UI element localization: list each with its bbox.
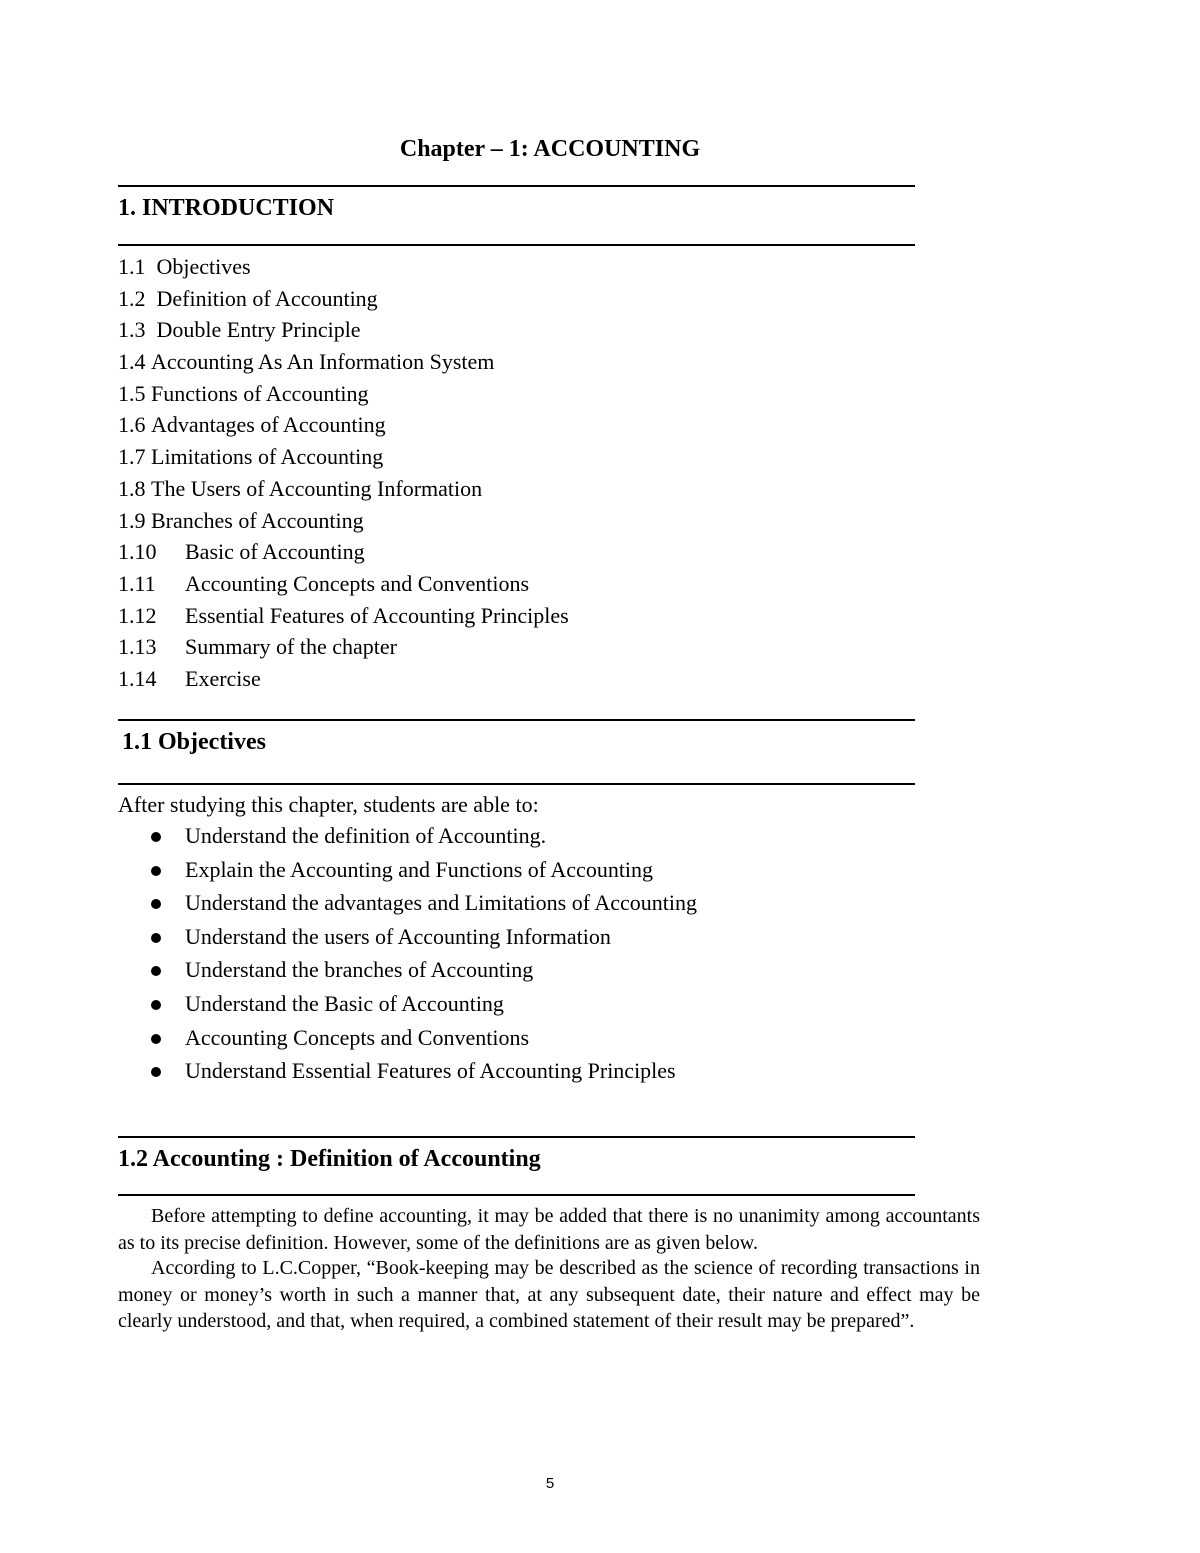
bullet-icon [151, 1034, 161, 1044]
definition-paragraph-2: According to L.C.Copper, “Book-keeping may be described as the science of recording transactions in money or money’s worth in such a manner that, at any subsequent date, their nature and effect may be clearly understood, and that, when required, a combined statement of their result may be prepared”. [118, 1257, 980, 1332]
toc-item: 1.7 Limitations of Accounting [118, 444, 384, 470]
list-item: Understand the advantages and Limitations of Accounting [118, 887, 878, 921]
divider [118, 783, 915, 785]
list-item: Understand Essential Features of Accounting Principles [118, 1055, 878, 1089]
toc-item: 1.3 Double Entry Principle [118, 317, 361, 343]
bullet-icon [151, 933, 161, 943]
toc-item: 1.12 Essential Features of Accounting Principles [118, 602, 569, 628]
bullet-icon [151, 1000, 161, 1010]
table-of-contents [118, 252, 878, 696]
list-item: Explain the Accounting and Functions of Accounting [118, 854, 878, 888]
toc-item: 1.4 Accounting As An Information System [118, 349, 495, 375]
divider [118, 244, 915, 246]
list-item: Accounting Concepts and Conventions [118, 1022, 878, 1056]
toc-item: 1.14 Exercise [118, 665, 261, 691]
list-item: Understand the users of Accounting Information [118, 921, 878, 955]
toc-item: 1.2 Definition of Accounting [118, 285, 378, 311]
divider [118, 185, 915, 187]
list-item: Understand the definition of Accounting. [118, 820, 878, 854]
toc-item: 1.11 Accounting Concepts and Conventions [118, 570, 530, 596]
definition-heading: 1.2 Accounting : Definition of Accounting [118, 1146, 541, 1172]
list-item: Understand the Basic of Accounting [118, 988, 878, 1022]
chapter-title: Chapter – 1: ACCOUNTING [399, 136, 701, 162]
toc-item: 1.6 Advantages of Accounting [118, 412, 386, 438]
objectives-heading: 1.1 Objectives [122, 729, 266, 755]
divider [118, 1136, 915, 1138]
bullet-icon [151, 966, 161, 976]
objectives-list [118, 820, 878, 1089]
toc-item: 1.1 Objectives [118, 254, 251, 279]
divider [118, 1194, 915, 1196]
list-item: Understand the branches of Accounting [118, 954, 878, 988]
bullet-icon [151, 1067, 161, 1077]
bullet-icon [151, 832, 161, 842]
objectives-intro: After studying this chapter, students are able to: [118, 792, 539, 817]
toc-item: 1.10 Basic of Accounting [118, 539, 365, 565]
toc-item: 1.13 Summary of the chapter [118, 634, 397, 660]
page-number: 5 [545, 1475, 555, 1492]
toc-item: 1.8 The Users of Accounting Information [118, 475, 483, 501]
divider [118, 719, 915, 721]
bullet-icon [151, 899, 161, 909]
bullet-icon [151, 866, 161, 876]
definition-paragraph-1: Before attempting to define accounting, it may be added that there is no unanimity among accountants as to its precise definition. However, some of the definitions are as given below. [118, 1205, 980, 1254]
toc-item: 1.5 Functions of Accounting [118, 380, 369, 406]
toc-item: 1.9 Branches of Accounting [118, 507, 364, 533]
introduction-heading: 1. INTRODUCTION [118, 195, 335, 221]
